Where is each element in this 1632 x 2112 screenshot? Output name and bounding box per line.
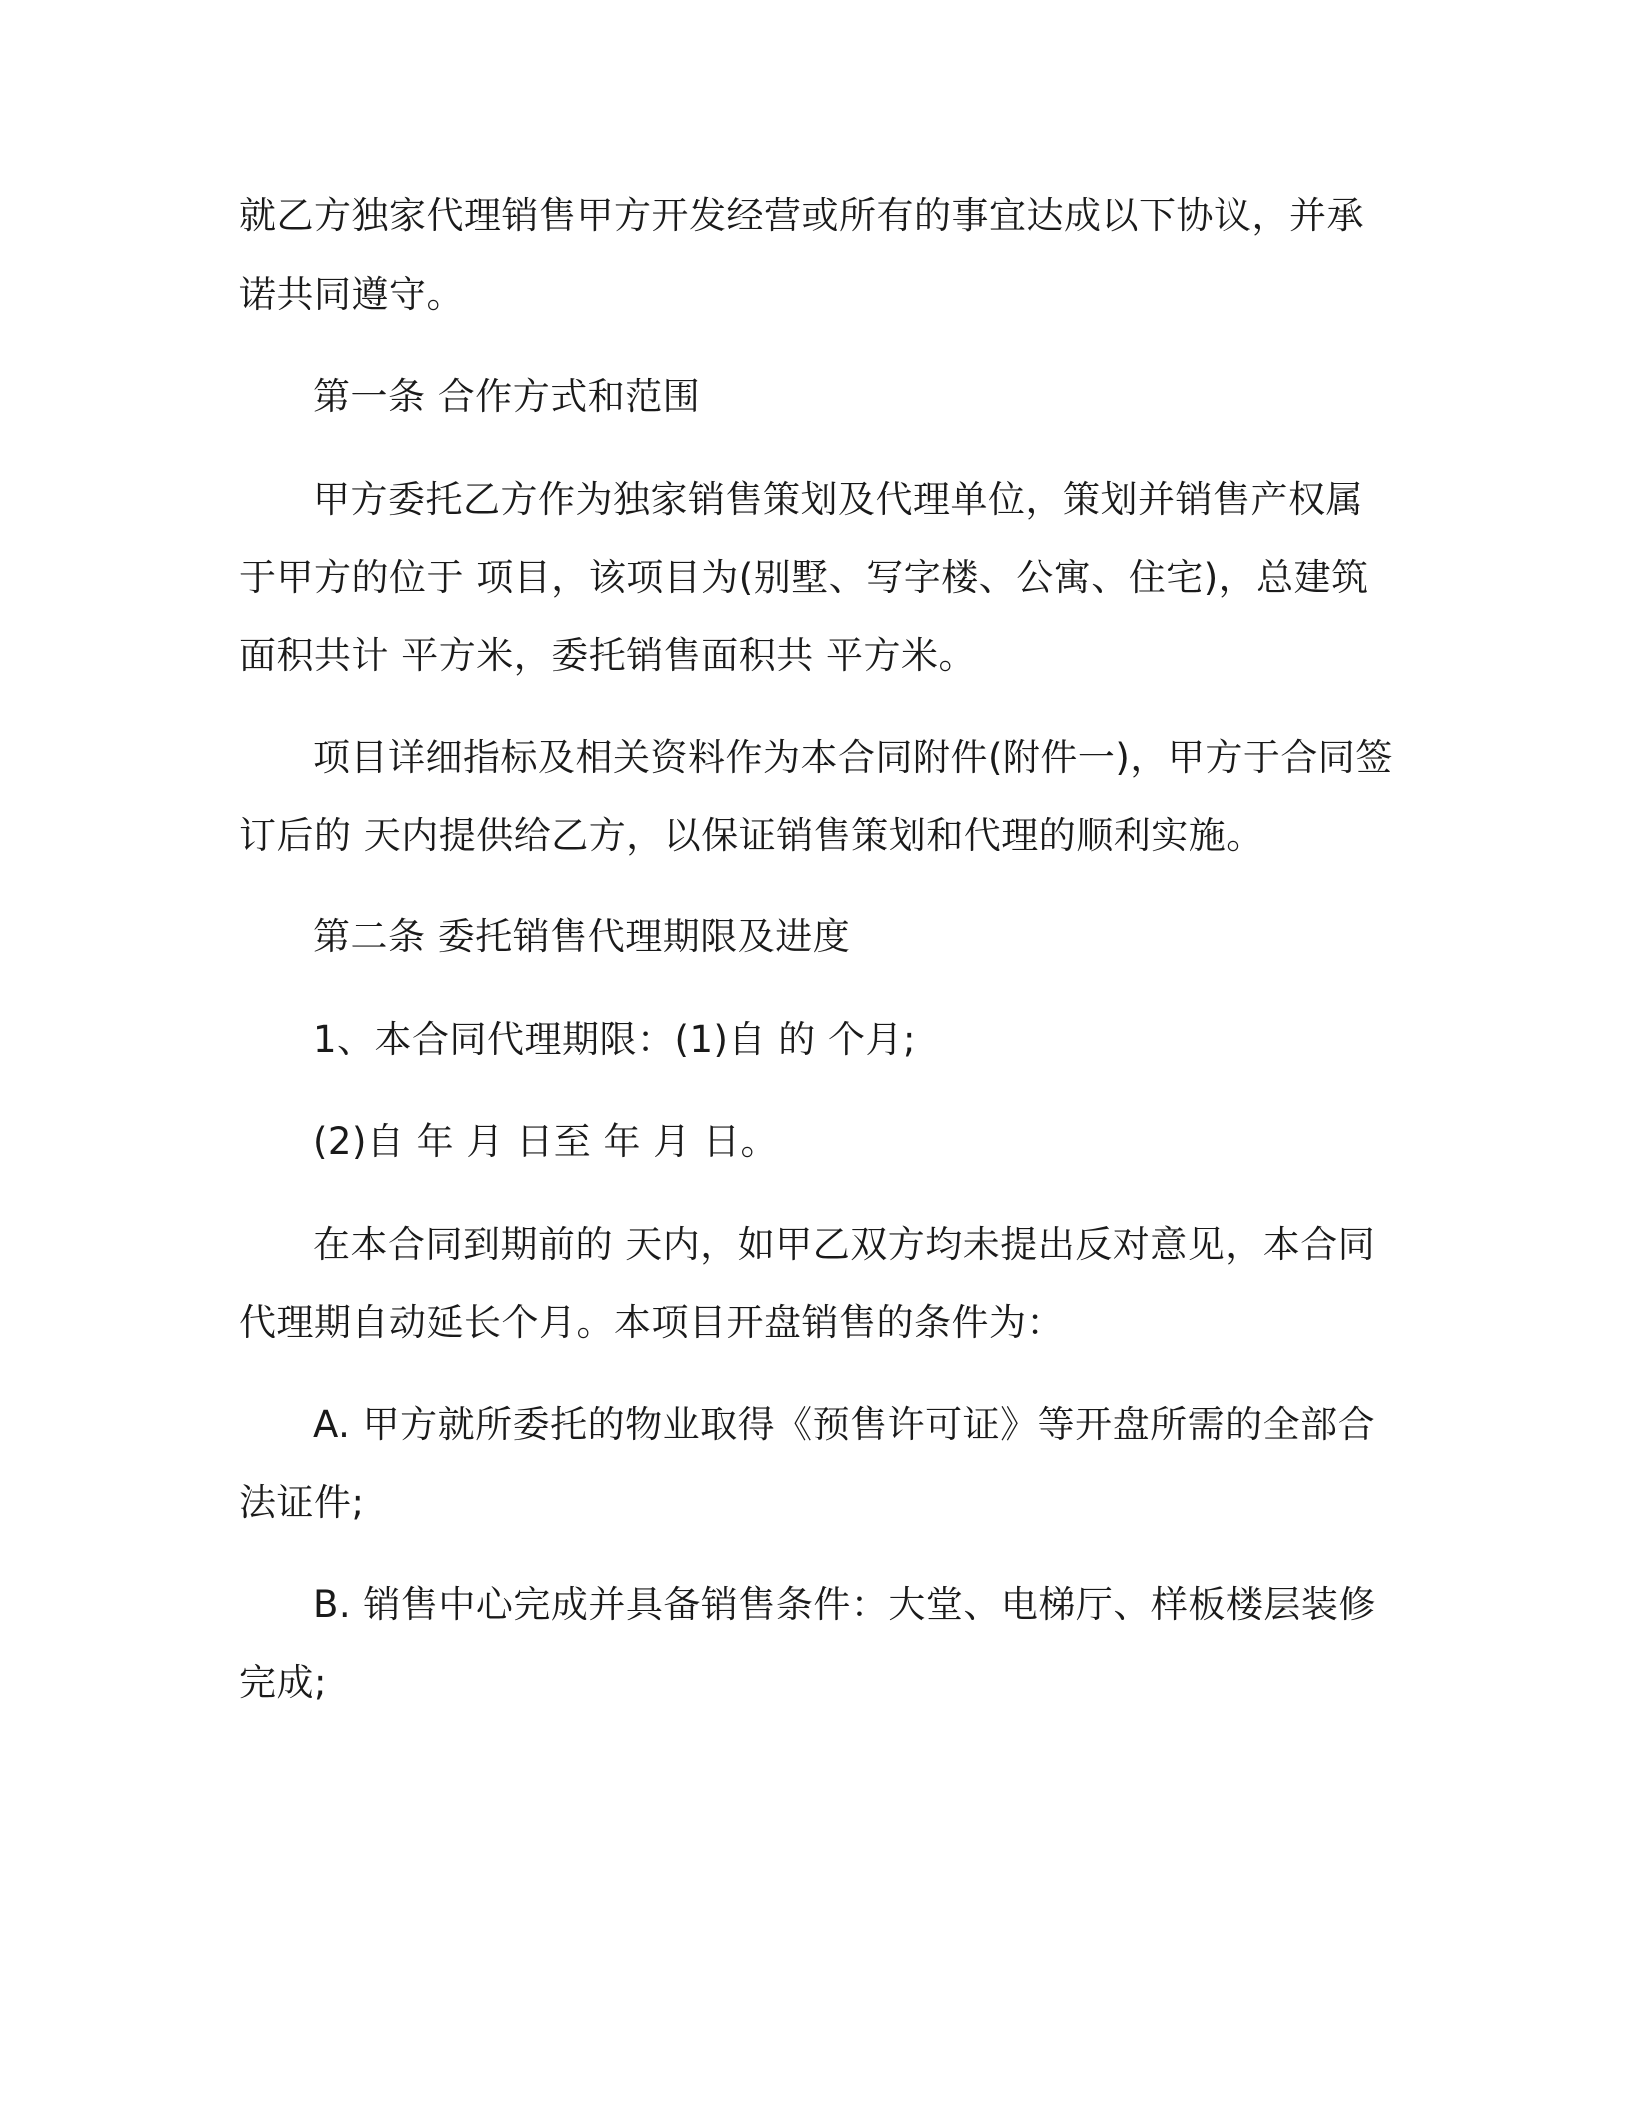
paragraph-line: 面积共计 平方米，委托销售面积共 平方米。: [239, 634, 977, 677]
section-heading: 第一条 合作方式和范围: [313, 375, 701, 418]
paragraph-line: 在本合同到期前的 天内，如甲乙双方均未提出反对意见，本合同: [313, 1223, 1376, 1266]
paragraph-line: 1、本合同代理期限：(1)自 的 个月;: [313, 1018, 916, 1061]
paragraph-line: 订后的 天内提供给乙方，以保证销售策划和代理的顺利实施。: [239, 814, 1264, 857]
paragraph-line: 项目详细指标及相关资料作为本合同附件(附件一)，甲方于合同签: [313, 736, 1393, 779]
paragraph-line: (2)自 年 月 日至 年 月 日。: [313, 1120, 778, 1163]
paragraph-line: 甲方委托乙方作为独家销售策划及代理单位，策划并销售产权属: [313, 478, 1363, 521]
list-item-line: 完成;: [239, 1661, 327, 1704]
paragraph-line: 就乙方独家代理销售甲方开发经营或所有的事宜达成以下协议，并承: [239, 194, 1364, 237]
list-item-line: A. 甲方就所委托的物业取得《预售许可证》等开盘所需的全部合: [313, 1403, 1376, 1446]
paragraph-line: 诺共同遵守。: [239, 273, 464, 316]
paragraph-line: 代理期自动延长个月。本项目开盘销售的条件为：: [239, 1301, 1064, 1344]
list-item-line: 法证件;: [239, 1481, 365, 1524]
paragraph-line: 于甲方的位于 项目，该项目为(别墅、写字楼、公寓、住宅)，总建筑: [239, 556, 1369, 599]
list-item-line: B. 销售中心完成并具备销售条件：大堂、电梯厅、样板楼层装修: [313, 1583, 1376, 1626]
section-heading: 第二条 委托销售代理期限及进度: [313, 915, 851, 958]
